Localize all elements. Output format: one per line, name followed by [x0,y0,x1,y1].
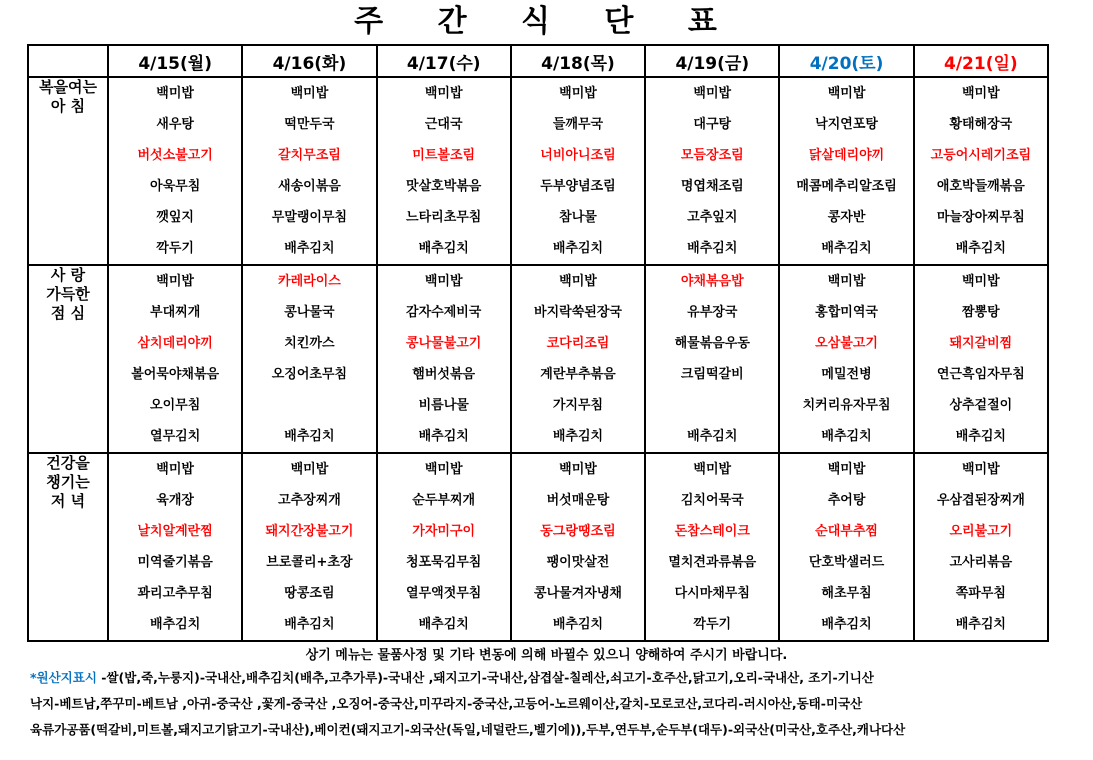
menu-item: 메밀전병 [821,367,872,382]
meal-row-dinner [28,453,1048,641]
menu-item: 새송이볶음 [278,179,341,194]
menu-item: 팽이맛살전 [546,555,610,570]
menu-item: 미역줄기볶음 [137,555,213,570]
meal-label-dinner [28,453,108,641]
day-header: 4/16(화) [242,45,376,77]
menu-item: 배추김치 [955,429,1006,444]
menu-item: 백미밥 [156,274,194,289]
menu-item: 백미밥 [290,462,329,477]
menu-item: 고추잎지 [687,210,738,225]
menu-item: 낙지연포탕 [815,117,878,132]
menu-item: 백미밥 [156,86,194,101]
menu-item: 치커리유자무침 [802,398,891,413]
menu-item: 다시마채무침 [674,586,750,601]
menu-item: 애호박들깨볶음 [936,179,1025,194]
menu-cell [511,265,645,453]
notice-text: 상기 메뉴는 물품사정 및 기타 변동에 의해 바뀔수 있으니 양해하여 주시기 바랍니다. [305,648,788,663]
menu-item: 깍두기 [156,241,194,256]
menu-item: 바지락쑥된장국 [534,305,622,320]
menu-item: 배추김치 [687,241,738,256]
menu-item: 배추김치 [418,241,469,256]
menu-cell [645,265,779,453]
menu-item: 부대찌개 [150,305,201,320]
menu-item: 배추김치 [150,617,201,632]
menu-item: 배추김치 [687,429,738,444]
menu-item: 해물볶음우동 [674,336,750,351]
menu-item: 열무액젓무침 [406,586,482,601]
menu-item: 백미밥 [424,274,463,289]
menu-item: 떡만두국 [284,117,335,132]
day-header: 4/17(수) [377,45,511,77]
menu-item: 짬뽕탕 [962,305,1000,320]
corner-cell [28,45,108,77]
meal-label-breakfast [28,77,108,265]
menu-item: 크림떡갈비 [680,367,744,382]
menu-item: 야채볶음밥 [680,274,744,289]
meal-label-line: 사 랑 [50,266,86,284]
menu-item: 새우탕 [156,117,194,132]
menu-item: 열무김치 [150,429,201,444]
menu-item: 오이무침 [150,398,201,413]
menu-item: 근대국 [424,117,463,132]
menu-item: 멸치견과류볶음 [668,555,757,570]
menu-item: 참나물 [559,210,597,225]
menu-item: 백미밥 [827,274,866,289]
menu-item: 육개장 [156,493,194,508]
meal-row-lunch [28,265,1048,453]
menu-item: 백미밥 [290,86,329,101]
meal-label-line: 복을여는 [39,78,97,96]
menu-item: 돼지간장불고기 [265,524,354,539]
menu-item: 콩나물불고기 [406,336,482,351]
weekly-menu-table [27,44,1049,642]
menu-item: 깻잎지 [156,210,194,225]
menu-item: 오삼불고기 [815,336,878,351]
menu-item: 버섯매운탕 [546,493,610,508]
meal-label-line: 건강을 [46,454,90,472]
menu-item: 배추김치 [552,617,604,632]
menu-item: 콩자반 [827,210,866,225]
menu-item: 느타리초무침 [406,210,482,225]
menu-cell [914,265,1048,453]
origin-line-1 [30,670,1085,686]
menu-item: 동그랑땡조림 [540,524,616,539]
menu-item: 버섯소불고기 [137,148,213,163]
menu-item: 백미밥 [559,462,597,477]
menu-item: 배추김치 [552,241,604,256]
menu-item: 고등어시레기조림 [930,148,1032,163]
menu-cell [511,453,645,641]
menu-item: 삼치데리야끼 [137,336,213,351]
menu-item: 맛살호박볶음 [406,179,482,194]
page-title: 주 간 식 단 표 [354,4,739,39]
menu-cell [242,77,376,265]
day-header-row [28,45,1048,77]
menu-item: 볼어묵야채볶음 [131,367,220,382]
menu-item: 배추김치 [955,617,1006,632]
menu-item: 쪽파무침 [955,586,1006,601]
menu-item: 브로콜리+초장 [266,555,353,570]
meal-label-line: 아 침 [50,97,86,115]
menu-item [646,390,778,421]
menu-item: 청포묵김무침 [406,555,482,570]
day-header: 4/15(월) [108,45,242,77]
menu-item: 백미밥 [962,462,1000,477]
menu-cell [779,265,913,453]
origin-text: -쌀(밥,죽,누룽지)-국내산,배추김치(배추,고추가루)-국내산 ,돼지고기-국내산,삼겹살-칠레산,쇠고기-호주산,닭고기,오리-국내산, 조기-기니산 [96,670,874,685]
menu-item: 카레라이스 [278,274,341,289]
menu-item: 황태해장국 [949,117,1013,132]
menu-cell [377,77,511,265]
menu-item: 가지무침 [552,398,604,413]
menu-cell [779,453,913,641]
menu-item: 홍합미역국 [815,305,878,320]
meal-label-line: 챙기는 [46,473,90,491]
menu-cell [108,77,242,265]
menu-item: 치킨까스 [284,336,335,351]
origin-line-3: 육류가공품(떡갈비,미트볼,돼지고기닭고기-국내산),베이컨(돼지고기-외국산(독일,네덜란드,벨기에)),두부,연두부,순두부(대두)-외국산(미국산,호주산,캐나다산 [30,722,906,737]
menu-item: 너비아니조림 [540,148,616,163]
menu-item: 백미밥 [424,462,463,477]
menu-item: 날치알계란찜 [137,524,213,539]
menu-item: 매콤메추리알조림 [796,179,897,194]
menu-item: 백미밥 [156,462,194,477]
menu-item: 백미밥 [559,274,597,289]
menu-item: 콩나물겨자냉채 [534,586,622,601]
menu-item [243,390,375,421]
meal-label-line: 저 녁 [50,492,86,510]
menu-cell [108,453,242,641]
menu-item: 백미밥 [424,86,463,101]
menu-item: 우삼겹된장찌개 [936,493,1025,508]
menu-item: 대구탕 [693,117,732,132]
menu-item: 콩나물국 [284,305,335,320]
menu-item: 배추김치 [418,617,469,632]
day-header-saturday: 4/20(토) [779,45,913,77]
day-header: 4/18(목) [511,45,645,77]
menu-item: 백미밥 [962,274,1000,289]
menu-item: 배추김치 [418,429,469,444]
menu-item: 배추김치 [955,241,1006,256]
menu-item: 고사리볶음 [949,555,1013,570]
menu-item: 닭살데리야끼 [808,148,885,163]
menu-item: 모듬장조림 [680,148,744,163]
menu-cell [377,453,511,641]
menu-cell [242,265,376,453]
day-header-sunday: 4/21(일) [914,45,1048,77]
menu-item: 무말랭이무침 [271,210,348,225]
menu-item: 순대부추찜 [815,524,878,539]
origin-label: *원산지표시 [30,670,97,685]
menu-item: 백미밥 [827,462,866,477]
menu-cell [511,77,645,265]
menu-item: 감자수제비국 [406,305,482,320]
menu-cell [914,77,1048,265]
menu-item: 땅콩조림 [284,586,335,601]
menu-item: 고추장찌개 [278,493,341,508]
menu-item: 가자미구이 [412,524,476,539]
menu-cell [242,453,376,641]
menu-item: 순두부찌개 [412,493,476,508]
menu-item: 배추김치 [821,429,872,444]
menu-item: 갈치무조림 [278,148,341,163]
menu-item: 미트볼조림 [412,148,476,163]
menu-item: 오리불고기 [949,524,1013,539]
menu-item: 오징어초무침 [271,367,348,382]
menu-cell [108,265,242,453]
menu-item: 유부장국 [687,305,738,320]
menu-item: 연근흑임자무침 [936,367,1025,382]
menu-item: 배추김치 [821,241,872,256]
menu-item: 햄버섯볶음 [412,367,476,382]
menu-item: 두부양념조림 [540,179,616,194]
menu-cell [645,453,779,641]
menu-item: 김치어묵국 [680,493,744,508]
meal-label-lunch [28,265,108,453]
menu-item: 배추김치 [552,429,604,444]
menu-item: 추어탕 [827,493,866,508]
day-header: 4/19(금) [645,45,779,77]
menu-item: 계란부추볶음 [540,367,616,382]
menu-item: 배추김치 [821,617,872,632]
origin-line-2: 낙지-베트남,쭈꾸미-베트남 ,아귀-중국산 ,꽃게-중국산 ,오징어-중국산,미꾸라지-중국산,고등어-노르웨이산,갈치-모로코산,코다리-러시아산,동태-미국산 [30,696,863,711]
menu-item: 백미밥 [693,462,732,477]
menu-item: 단호박샐러드 [808,555,885,570]
menu-item: 상추겉절이 [949,398,1013,413]
menu-item: 아욱무침 [150,179,201,194]
menu-item: 비름나물 [418,398,469,413]
menu-item: 해초무침 [821,586,872,601]
menu-item: 백미밥 [962,86,1000,101]
menu-item: 백미밥 [827,86,866,101]
menu-item: 마늘장아찌무침 [936,210,1025,225]
menu-cell [914,453,1048,641]
menu-item: 돼지갈비찜 [949,336,1013,351]
menu-item: 깍두기 [693,617,732,632]
meal-row-breakfast [28,77,1048,265]
menu-item: 백미밥 [693,86,732,101]
menu-item: 배추김치 [284,429,335,444]
menu-cell [377,265,511,453]
menu-cell [779,77,913,265]
menu-item: 꽈리고추무침 [137,586,213,601]
menu-item: 코다리조림 [546,336,610,351]
meal-label-line: 가득한 [46,285,90,303]
meal-label-line: 점 심 [50,304,86,322]
menu-cell [645,77,779,265]
menu-item: 배추김치 [284,241,335,256]
menu-item: 백미밥 [559,86,597,101]
menu-item: 들깨무국 [552,117,604,132]
menu-item: 배추김치 [284,617,335,632]
menu-item: 돈참스테이크 [674,524,750,539]
menu-item: 명엽채조림 [680,179,744,194]
